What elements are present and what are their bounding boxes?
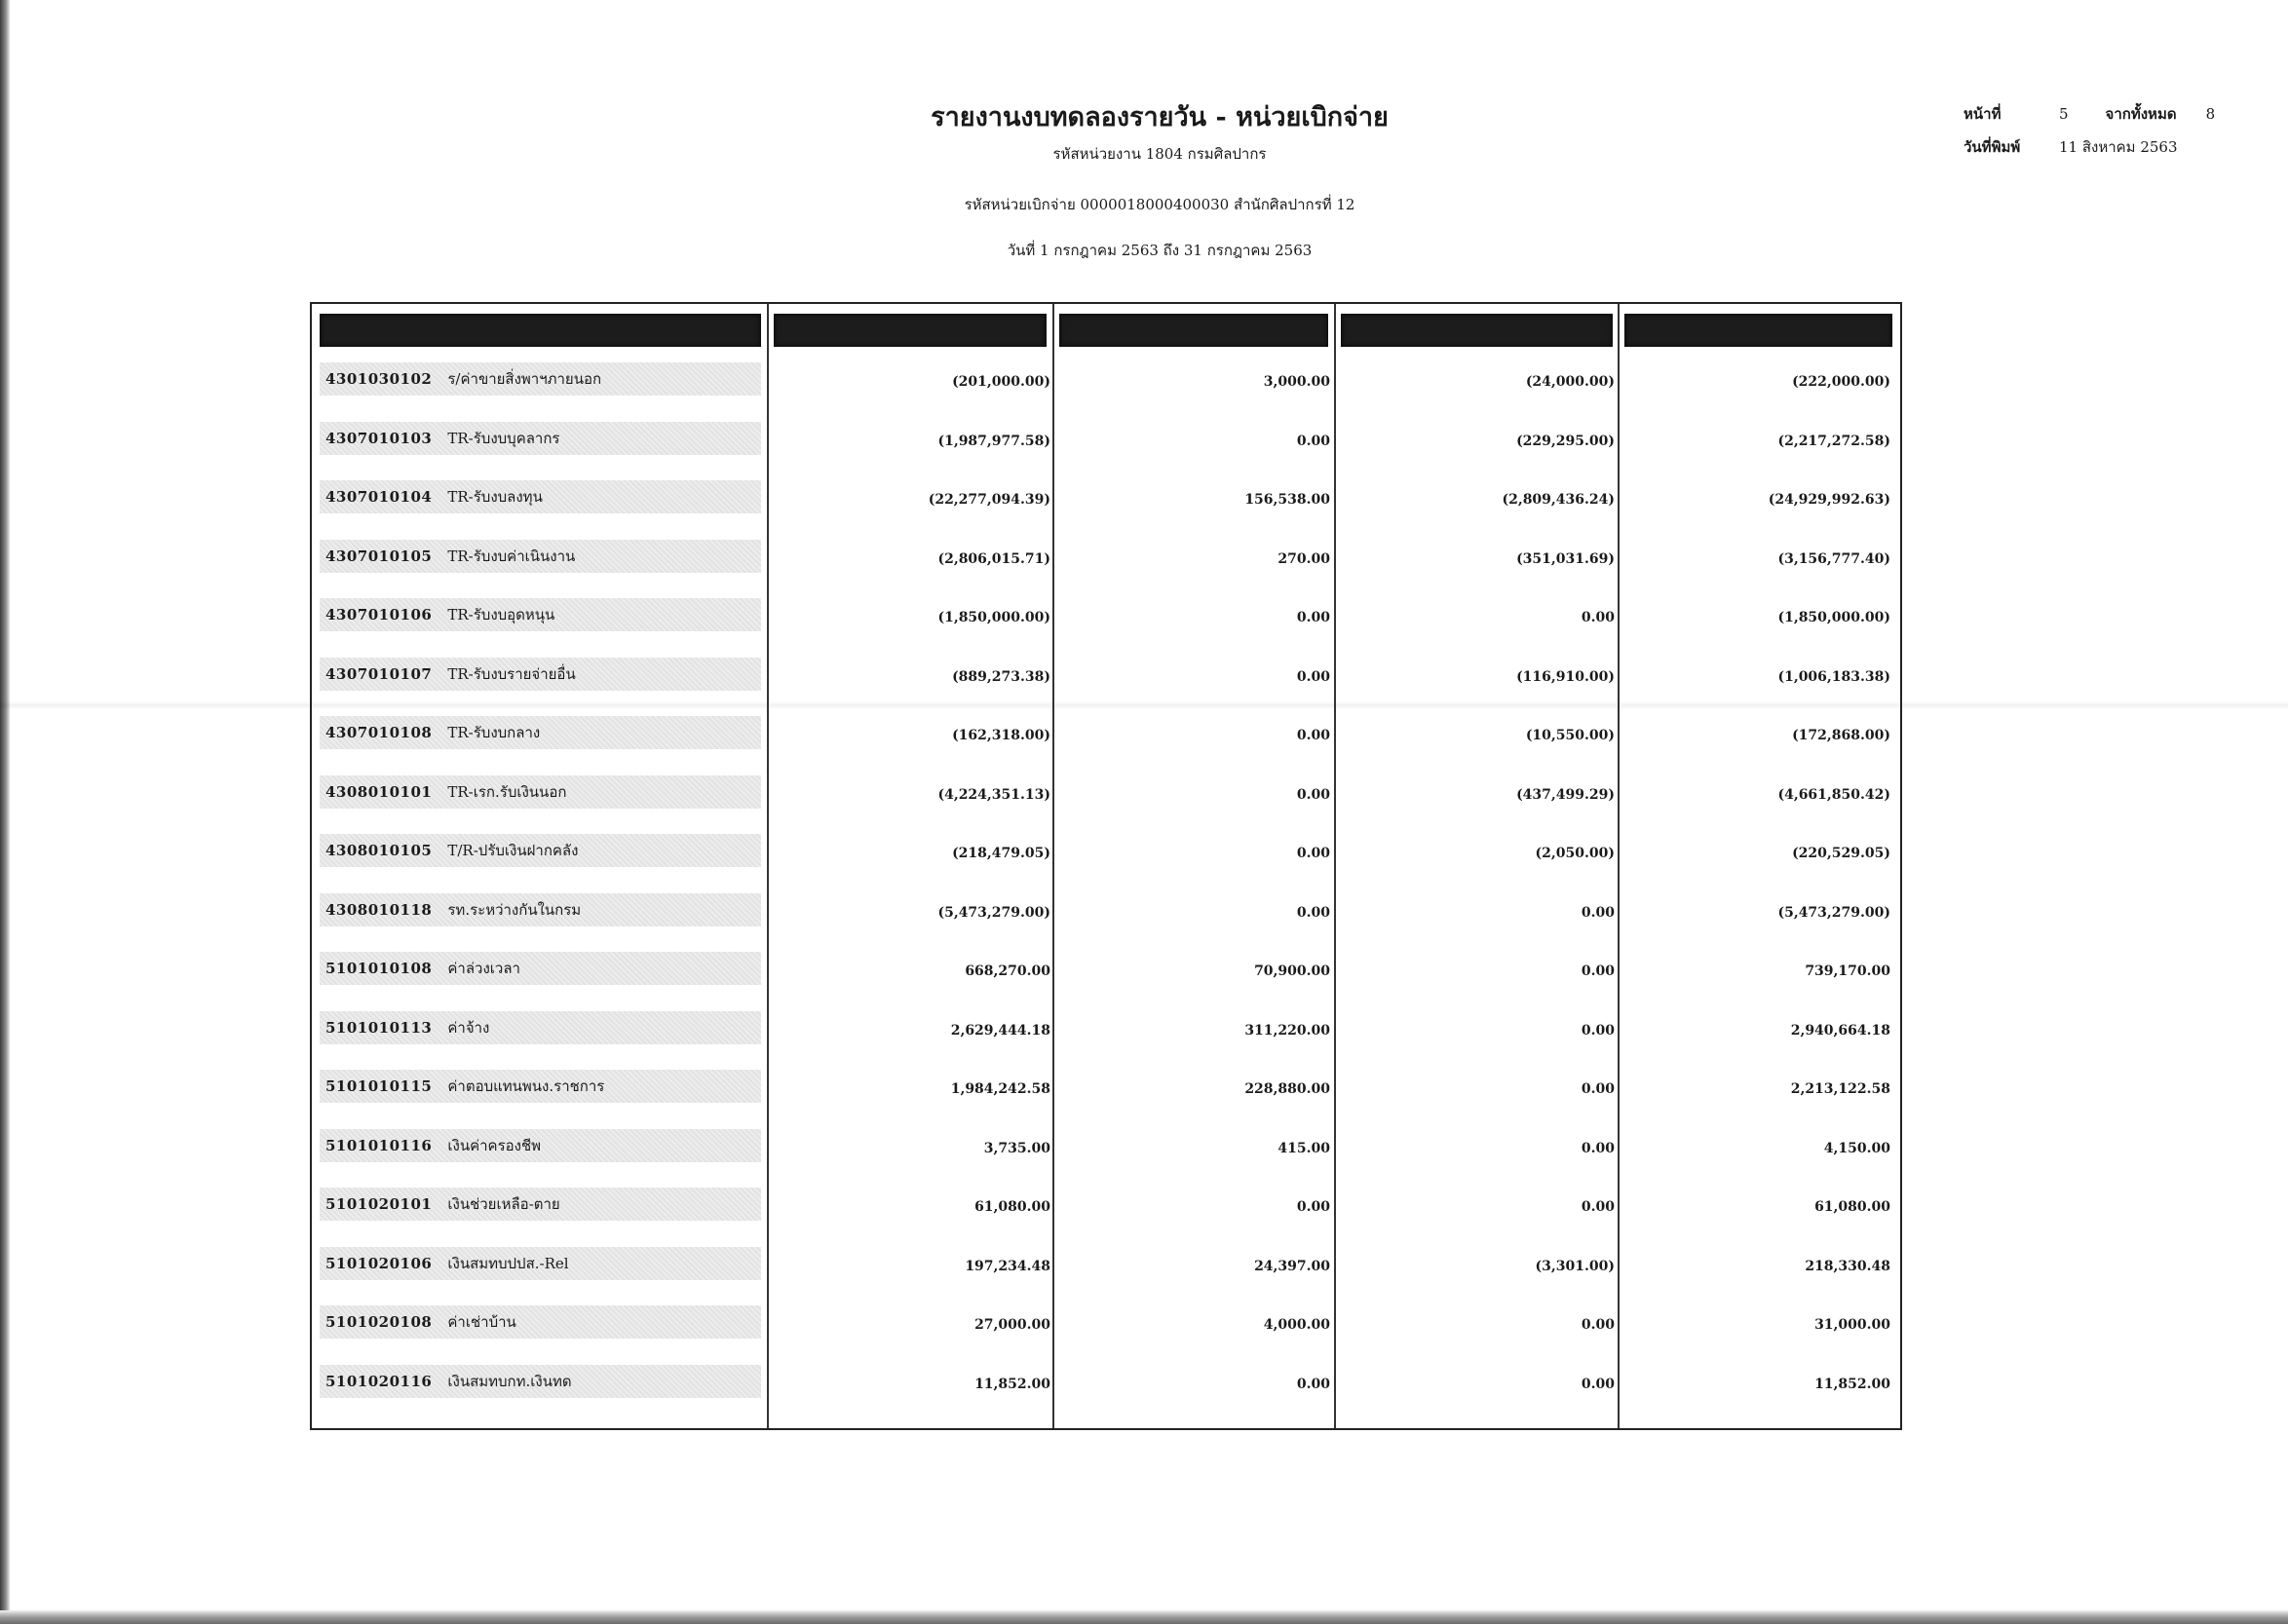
balance-value: (2,217,272.58) xyxy=(1777,433,1890,449)
page-label: หน้าที่ xyxy=(1964,105,2002,123)
balance-value: 739,170.00 xyxy=(1805,963,1890,979)
balance-forward-value: (5,473,279.00) xyxy=(937,904,1050,921)
balance-value: (172,868.00) xyxy=(1792,728,1890,743)
credit-value: (229,295.00) xyxy=(1516,433,1615,449)
debit-value: 0.00 xyxy=(1296,433,1330,449)
account-code: 5101010108 xyxy=(325,960,433,977)
balance-value: (220,529.05) xyxy=(1792,846,1890,861)
debit-value: 0.00 xyxy=(1296,728,1330,743)
print-date: 11 สิงหาคม 2563 xyxy=(2059,138,2178,156)
scan-edge-left xyxy=(0,0,10,1624)
table-row xyxy=(312,704,1900,764)
credit-value: (2,809,436.24) xyxy=(1502,492,1615,508)
account-name: TR-รับงบลงทุน xyxy=(447,488,543,506)
credit-value: (351,031.69) xyxy=(1516,550,1615,567)
account-cell xyxy=(320,834,761,867)
report-period: วันที่ 1 กรกฎาคม 2563 ถึง 31 กรกฎาคม 2563 xyxy=(1007,242,1313,259)
account-code: 4307010107 xyxy=(325,664,433,683)
account-code: 4308010101 xyxy=(325,782,433,801)
balance-forward-value: (218,479.05) xyxy=(952,846,1050,861)
print-date-row xyxy=(1964,131,2215,164)
account-name: TR-รับงบกลาง xyxy=(447,724,541,741)
account-cell xyxy=(320,893,761,926)
table-row xyxy=(312,1294,1900,1353)
balance-value: 61,080.00 xyxy=(1814,1199,1890,1215)
table-row xyxy=(312,822,1900,882)
table-row xyxy=(312,1117,1900,1177)
balance-value: 4,150.00 xyxy=(1823,1140,1890,1156)
account-name: รท.ระหว่างกันในกรม xyxy=(447,900,582,919)
account-cell xyxy=(320,1365,761,1398)
table-row xyxy=(312,764,1900,823)
debit-value: 0.00 xyxy=(1296,1376,1330,1392)
balance-value: 2,940,664.18 xyxy=(1790,1022,1890,1039)
header-cell-account xyxy=(320,314,761,347)
balance-forward-value: (22,277,094.39) xyxy=(928,492,1050,508)
debit-value: 3,000.00 xyxy=(1263,374,1330,390)
account-cell xyxy=(320,716,761,749)
balance-forward-value: (4,224,351.13) xyxy=(937,786,1050,803)
account-cell xyxy=(320,1070,761,1103)
credit-value: (437,499.29) xyxy=(1516,786,1615,803)
account-name: TR-รับงบอุดหนุน xyxy=(447,606,555,623)
account-code: 5101020101 xyxy=(325,1195,433,1213)
balance-forward-value: (889,273.38) xyxy=(952,668,1050,685)
account-cell xyxy=(320,1247,761,1280)
table-row xyxy=(312,410,1900,470)
table-row xyxy=(312,469,1900,528)
account-code: 4308010118 xyxy=(325,900,433,919)
table-row xyxy=(312,351,1900,410)
account-cell xyxy=(320,1305,761,1339)
account-code: 5101010116 xyxy=(325,1136,433,1154)
scan-edge-bottom xyxy=(0,1610,2288,1624)
credit-value: (3,301.00) xyxy=(1535,1258,1615,1274)
balance-forward-value: (201,000.00) xyxy=(952,374,1050,390)
table-row xyxy=(312,1000,1900,1059)
debit-value: 228,880.00 xyxy=(1244,1081,1330,1097)
credit-value: (2,050.00) xyxy=(1535,846,1615,861)
credit-value: 0.00 xyxy=(1581,1317,1615,1333)
account-cell xyxy=(320,775,761,809)
account-code: 5101020106 xyxy=(325,1254,433,1272)
balance-forward-value: 61,080.00 xyxy=(974,1199,1050,1215)
header-cell-balance xyxy=(1624,314,1892,347)
debit-value: 0.00 xyxy=(1296,610,1330,625)
balance-forward-value: (1,850,000.00) xyxy=(937,610,1050,625)
account-name: ค่าเช่าบ้าน xyxy=(447,1313,516,1331)
balance-forward-value: 11,852.00 xyxy=(974,1376,1050,1392)
credit-value: 0.00 xyxy=(1581,1199,1615,1215)
account-code: 4307010103 xyxy=(325,429,433,447)
credit-value: 0.00 xyxy=(1581,904,1615,921)
total-pages: 8 xyxy=(2205,105,2216,123)
debit-value: 311,220.00 xyxy=(1244,1022,1330,1039)
report-title: รายงานงบทดลองรายวัน - หน่วยเบิกจ่าย xyxy=(931,102,1389,132)
credit-value: 0.00 xyxy=(1581,1081,1615,1097)
debit-value: 270.00 xyxy=(1277,550,1330,567)
account-code: 4307010105 xyxy=(325,547,433,565)
agency-code-line: รหัสหน่วยงาน 1804 กรมศิลปากร xyxy=(1052,145,1267,163)
balance-forward-value: 668,270.00 xyxy=(965,963,1050,979)
table-row xyxy=(312,882,1900,941)
account-name: ค่าล่วงเวลา xyxy=(447,960,520,977)
account-name: TR-รับงบรายจ่ายอื่น xyxy=(447,664,576,683)
account-name: TR-รับงบค่าเนินงาน xyxy=(447,547,576,565)
account-cell xyxy=(320,362,761,396)
account-name: TR-รับงบบุคลากร xyxy=(447,429,560,447)
page-meta xyxy=(1964,97,2215,164)
header-cell-credit xyxy=(1341,314,1613,347)
account-name: เงินค่าครองชีพ xyxy=(447,1136,542,1154)
balance-value: 31,000.00 xyxy=(1814,1317,1890,1333)
account-code: 4307010106 xyxy=(325,606,433,623)
credit-value: (116,910.00) xyxy=(1516,668,1615,685)
balance-value: (4,661,850.42) xyxy=(1777,786,1890,803)
balance-forward-value: (1,987,977.58) xyxy=(937,433,1050,449)
credit-value: (24,000.00) xyxy=(1525,374,1615,390)
trial-balance-table xyxy=(310,302,1902,1430)
debit-value: 156,538.00 xyxy=(1244,492,1330,508)
print-date-label: วันที่พิมพ์ xyxy=(1964,138,2021,156)
balance-forward-value: 197,234.48 xyxy=(965,1258,1050,1274)
account-cell xyxy=(320,658,761,691)
table-row xyxy=(312,1058,1900,1117)
page-number: 5 xyxy=(2059,105,2069,123)
account-name: T/R-ปรับเงินฝากคลัง xyxy=(447,842,579,859)
debit-value: 70,900.00 xyxy=(1254,963,1330,979)
account-cell xyxy=(320,1188,761,1221)
account-cell xyxy=(320,1011,761,1044)
account-name: เงินสมทบปปส.-Rel xyxy=(447,1254,569,1272)
balance-value: (1,006,183.38) xyxy=(1777,668,1890,685)
balance-value: 2,213,122.58 xyxy=(1790,1081,1890,1097)
page-info-row xyxy=(1964,97,2215,131)
account-cell xyxy=(320,598,761,631)
debit-value: 4,000.00 xyxy=(1263,1317,1330,1333)
account-code: 5101020108 xyxy=(325,1313,433,1331)
debit-value: 24,397.00 xyxy=(1254,1258,1330,1274)
balance-value: (222,000.00) xyxy=(1792,374,1890,390)
account-cell xyxy=(320,1129,761,1162)
account-code: 4308010105 xyxy=(325,842,433,859)
credit-value: 0.00 xyxy=(1581,1376,1615,1392)
account-cell xyxy=(320,952,761,985)
balance-value: (3,156,777.40) xyxy=(1777,550,1890,567)
balance-forward-value: 27,000.00 xyxy=(974,1317,1050,1333)
table-row xyxy=(312,1353,1900,1413)
balance-value: (24,929,992.63) xyxy=(1768,492,1890,508)
table-row xyxy=(312,528,1900,587)
debit-value: 0.00 xyxy=(1296,846,1330,861)
credit-value: 0.00 xyxy=(1581,1140,1615,1156)
account-code: 4301030102 xyxy=(325,370,433,388)
balance-forward-value: 3,735.00 xyxy=(983,1140,1050,1156)
balance-value: (1,850,000.00) xyxy=(1777,610,1890,625)
credit-value: 0.00 xyxy=(1581,610,1615,625)
disbursement-unit-line: รหัสหน่วยเบิกจ่าย 0000018000400030 สำนักศิลปากรที่ 12 xyxy=(964,196,1355,213)
header-cell-debit xyxy=(1059,314,1328,347)
account-code: 4307010108 xyxy=(325,724,433,741)
table-row xyxy=(312,1176,1900,1235)
credit-value: (10,550.00) xyxy=(1525,728,1615,743)
account-name: ค่าตอบแทนพนง.ราชการ xyxy=(447,1077,605,1095)
balance-forward-value: 1,984,242.58 xyxy=(950,1081,1050,1097)
debit-value: 415.00 xyxy=(1277,1140,1330,1156)
balance-value: (5,473,279.00) xyxy=(1777,904,1890,921)
total-label: จากทั้งหมด xyxy=(2105,105,2177,123)
account-code: 5101010113 xyxy=(325,1018,433,1037)
table-row xyxy=(312,940,1900,1000)
table-row xyxy=(312,586,1900,646)
account-cell xyxy=(320,480,761,513)
table-row xyxy=(312,1235,1900,1295)
balance-value: 218,330.48 xyxy=(1805,1258,1890,1274)
debit-value: 0.00 xyxy=(1296,1199,1330,1215)
debit-value: 0.00 xyxy=(1296,668,1330,685)
account-name: TR-เรก.รับเงินนอก xyxy=(447,782,567,801)
credit-value: 0.00 xyxy=(1581,1022,1615,1039)
account-name: เงินช่วยเหลือ-ตาย xyxy=(447,1195,560,1213)
header-cell-balance-forward xyxy=(774,314,1047,347)
balance-forward-value: (2,806,015.71) xyxy=(937,550,1050,567)
account-name: เงินสมทบกท.เงินทด xyxy=(447,1372,572,1390)
balance-value: 11,852.00 xyxy=(1814,1376,1890,1392)
account-cell xyxy=(320,422,761,455)
account-name: ร/ค่าขายสิ่งพาฯภายนอก xyxy=(447,370,602,388)
table-row xyxy=(312,646,1900,705)
debit-value: 0.00 xyxy=(1296,786,1330,803)
account-code: 5101020116 xyxy=(325,1372,433,1390)
account-code: 5101010115 xyxy=(325,1077,433,1095)
debit-value: 0.00 xyxy=(1296,904,1330,921)
credit-value: 0.00 xyxy=(1581,963,1615,979)
account-code: 4307010104 xyxy=(325,488,433,506)
balance-forward-value: (162,318.00) xyxy=(952,728,1050,743)
account-name: ค่าจ้าง xyxy=(447,1018,490,1037)
balance-forward-value: 2,629,444.18 xyxy=(950,1022,1050,1039)
account-cell xyxy=(320,540,761,573)
